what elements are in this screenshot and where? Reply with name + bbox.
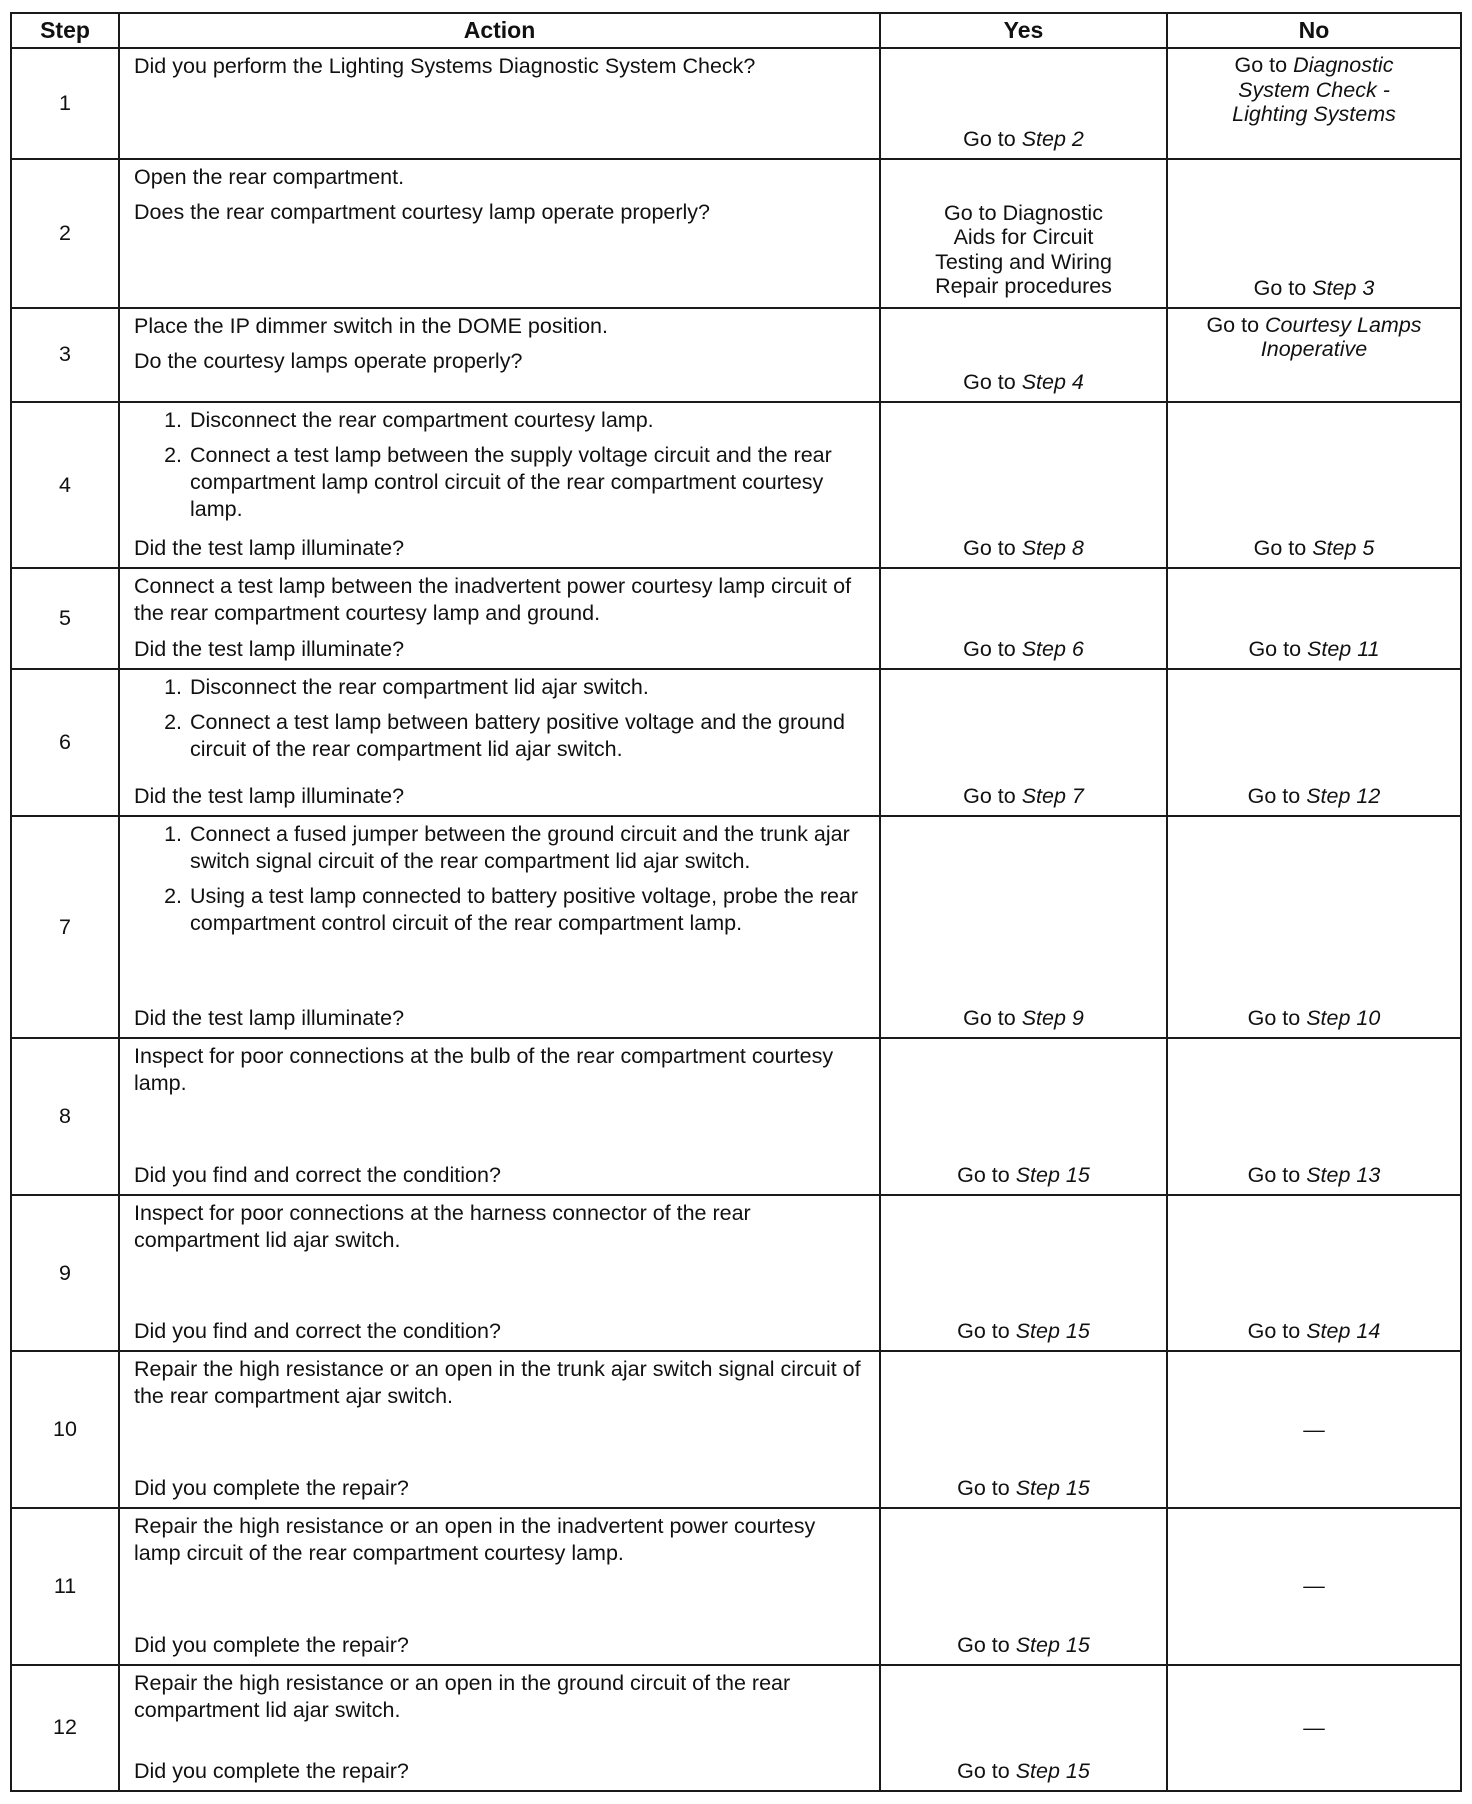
no-result-dash: — [1303, 1417, 1325, 1442]
table-row [11, 402, 1461, 569]
yes-cell [880, 402, 1167, 569]
header-no: No [1167, 13, 1461, 48]
step-number: 7 [11, 816, 119, 1038]
action-text: Repair the high resistance or an open in the inadvertent power courtesy lamp circuit of the rear compartment courtesy lamp. [134, 1514, 816, 1565]
step-reference: Step 8 [1021, 536, 1084, 561]
no-result [1168, 783, 1460, 810]
go-to-text: Go to [963, 369, 1022, 394]
step-reference: Step 5 [1312, 536, 1375, 561]
no-cell [1167, 48, 1461, 159]
yes-result-line: Go to Diagnostic [944, 200, 1103, 225]
no-result [1168, 313, 1460, 362]
yes-result [881, 636, 1166, 663]
yes-result [881, 1475, 1166, 1502]
no-cell [1167, 159, 1461, 308]
step-reference: Courtesy Lamps [1265, 312, 1422, 337]
go-to-text: Go to [957, 1319, 1016, 1344]
no-result [1168, 535, 1460, 562]
step-reference: Step 15 [1015, 1632, 1090, 1657]
step-number: 1 [11, 48, 119, 159]
no-result-dash: — [1303, 1573, 1325, 1598]
go-to-text: Go to [1247, 1319, 1307, 1344]
go-to-text: Go to [957, 1632, 1016, 1657]
step-reference: Step 9 [1021, 1006, 1084, 1031]
go-to-text: Go to [1247, 1162, 1307, 1187]
no-result-line [1168, 53, 1460, 78]
action-step-item: 2. Connect a test lamp between the supply voltage circuit and the rear compartment lamp control circuit of the rear compartment courtesy lamp. [188, 442, 867, 523]
action-question: Did you find and correct the condition? [134, 1319, 501, 1344]
yes-result [881, 1758, 1166, 1785]
go-to-text: Go to [1247, 783, 1307, 808]
go-to-text: Go to [963, 783, 1022, 808]
go-to-text: Go to [957, 1476, 1016, 1500]
action-question: Did you find and correct the condition? [134, 1162, 501, 1187]
no-result-line [1168, 313, 1460, 338]
action-text: Does the rear compartment courtesy lamp operate properly? [134, 200, 710, 225]
table-row [11, 1665, 1461, 1791]
step-reference: Step 2 [1021, 127, 1084, 152]
diagnostic-table [10, 12, 1462, 1792]
go-to-text: Go to [963, 536, 1022, 561]
step-reference: Step 14 [1306, 1319, 1381, 1344]
action-cell [119, 159, 880, 308]
action-question: Did the test lamp illuminate? [134, 536, 405, 561]
no-cell [1167, 816, 1461, 1038]
no-result [1168, 53, 1460, 127]
step-number: 11 [11, 1508, 119, 1665]
action-step-item: 2. Using a test lamp connected to battery positive voltage, probe the rear compartment control circuit of the rear compartment lamp. [188, 883, 867, 937]
header-yes: Yes [880, 13, 1167, 48]
action-text: Inspect for poor connections at the bulb of the rear compartment courtesy lamp. [134, 1044, 834, 1096]
action-cell [119, 1195, 880, 1352]
step-reference: Step 10 [1306, 1006, 1381, 1031]
yes-result-line: Repair procedures [935, 274, 1112, 299]
step-number: 6 [11, 669, 119, 816]
table-row [11, 1351, 1461, 1508]
yes-cell [880, 159, 1167, 308]
action-cell [119, 669, 880, 816]
yes-result-line: Testing and Wiring [935, 249, 1112, 274]
no-cell [1167, 402, 1461, 569]
go-to-text: Go to [1234, 53, 1294, 77]
action-step-item: 1. Disconnect the rear compartment courtesy lamp. [188, 407, 867, 434]
yes-result [881, 1318, 1166, 1345]
table-row [11, 1195, 1461, 1352]
action-step-item: 2. Connect a test lamp between battery positive voltage and the ground circuit of the rear compartment lid ajar switch. [188, 709, 867, 763]
yes-cell [880, 308, 1167, 402]
action-question: Did you complete the repair? [134, 1759, 409, 1783]
step-number: 9 [11, 1195, 119, 1352]
table-row [11, 308, 1461, 402]
step-number: 3 [11, 308, 119, 402]
action-cell [119, 1038, 880, 1195]
action-cell [119, 1665, 880, 1791]
action-question: Did the test lamp illuminate? [134, 637, 405, 662]
table-row [11, 669, 1461, 816]
table-row [11, 816, 1461, 1038]
table-row [11, 1508, 1461, 1665]
step-reference: Step 15 [1015, 1476, 1090, 1500]
action-text: Repair the high resistance or an open in the trunk ajar switch signal circuit of the rear compartment ajar switch. [134, 1357, 861, 1409]
action-cell [119, 1351, 880, 1508]
action-step-item: 1. Connect a fused jumper between the ground circuit and the trunk ajar switch signal circuit of the rear compartment lid ajar switch. [188, 821, 867, 875]
no-cell [1167, 568, 1461, 669]
action-cell [119, 48, 880, 159]
yes-cell [880, 1508, 1167, 1665]
action-text: Did you perform the Lighting Systems Diagnostic System Check? [134, 54, 756, 78]
yes-cell [880, 816, 1167, 1038]
action-cell [119, 568, 880, 669]
go-to-text: Go to [1206, 312, 1265, 337]
no-cell [1167, 1508, 1461, 1665]
action-text: Repair the high resistance or an open in the ground circuit of the rear compartment lid ajar switch. [134, 1670, 791, 1722]
action-text: Place the IP dimmer switch in the DOME position. [134, 313, 608, 338]
step-number: 12 [11, 1665, 119, 1791]
step-reference: Diagnostic [1293, 53, 1394, 77]
step-number: 5 [11, 568, 119, 669]
step-number: 2 [11, 159, 119, 308]
no-result [1168, 275, 1460, 302]
step-number: 4 [11, 402, 119, 569]
go-to-text: Go to [963, 637, 1022, 662]
action-steps-list [134, 674, 867, 763]
no-result [1168, 636, 1460, 663]
action-text: Inspect for poor connections at the harness connector of the rear compartment lid ajar switch. [134, 1200, 751, 1252]
yes-result [881, 1005, 1166, 1032]
go-to-text: Go to [1247, 1006, 1307, 1031]
action-text: Connect a test lamp between the inadvertent power courtesy lamp circuit of the rear compartment courtesy lamp and ground. [134, 574, 852, 626]
step-number: 10 [11, 1351, 119, 1508]
yes-cell [880, 1038, 1167, 1195]
no-cell [1167, 308, 1461, 402]
yes-cell [880, 48, 1167, 159]
table-row [11, 159, 1461, 308]
yes-result [881, 783, 1166, 810]
yes-result [881, 1632, 1166, 1659]
step-reference: Step 12 [1306, 783, 1381, 808]
go-to-text: Go to [1253, 275, 1313, 300]
action-question: Did the test lamp illuminate? [134, 1006, 405, 1031]
action-steps-list [134, 821, 867, 937]
step-number: 8 [11, 1038, 119, 1195]
action-text: Open the rear compartment. [134, 165, 405, 190]
action-question: Did the test lamp illuminate? [134, 783, 405, 808]
action-question: Did you complete the repair? [134, 1476, 409, 1500]
go-to-text: Go to [957, 1759, 1016, 1783]
no-result-line: Inoperative [1260, 337, 1368, 362]
action-text: Do the courtesy lamps operate properly? [134, 348, 523, 373]
action-step-item: 1. Disconnect the rear compartment lid ajar switch. [188, 674, 867, 701]
table-row [11, 1038, 1461, 1195]
yes-cell [880, 568, 1167, 669]
yes-cell [880, 1665, 1167, 1791]
no-result-line: Lighting Systems [1232, 102, 1396, 126]
yes-cell [880, 1351, 1167, 1508]
header-action: Action [119, 13, 880, 48]
action-question: Did you complete the repair? [134, 1632, 409, 1657]
step-reference: Step 6 [1021, 637, 1084, 662]
yes-result [881, 535, 1166, 562]
table-row [11, 568, 1461, 669]
action-cell [119, 402, 880, 569]
yes-cell [880, 1195, 1167, 1352]
go-to-text: Go to [963, 1006, 1022, 1031]
no-cell [1167, 1038, 1461, 1195]
yes-result [881, 1162, 1166, 1189]
no-result-dash: — [1303, 1715, 1325, 1740]
no-cell [1167, 1665, 1461, 1791]
step-reference: Step 11 [1307, 637, 1380, 662]
action-cell [119, 1508, 880, 1665]
go-to-text: Go to [963, 127, 1022, 152]
action-steps-list [134, 407, 867, 523]
yes-result-line: Aids for Circuit [953, 225, 1094, 250]
no-result [1168, 1005, 1460, 1032]
go-to-text: Go to [1248, 637, 1308, 662]
no-result [1168, 1318, 1460, 1345]
step-reference: Step 3 [1312, 275, 1375, 300]
step-reference: Step 15 [1015, 1319, 1090, 1344]
yes-cell [880, 669, 1167, 816]
header-step: Step [11, 13, 119, 48]
no-cell [1167, 669, 1461, 816]
yes-result [881, 126, 1166, 153]
yes-result [881, 369, 1166, 396]
no-result-line: System Check - [1238, 77, 1390, 102]
no-result [1168, 1162, 1460, 1189]
no-cell [1167, 1351, 1461, 1508]
action-cell [119, 816, 880, 1038]
table-row [11, 48, 1461, 159]
step-reference: Step 15 [1015, 1759, 1090, 1783]
header-row [11, 13, 1461, 48]
step-reference: Step 13 [1306, 1162, 1381, 1187]
go-to-text: Go to [1253, 536, 1313, 561]
yes-result [881, 201, 1166, 299]
step-reference: Step 15 [1015, 1162, 1090, 1187]
step-reference: Step 4 [1021, 369, 1084, 394]
action-cell [119, 308, 880, 402]
go-to-text: Go to [957, 1162, 1016, 1187]
no-cell [1167, 1195, 1461, 1352]
step-reference: Step 7 [1021, 783, 1084, 808]
